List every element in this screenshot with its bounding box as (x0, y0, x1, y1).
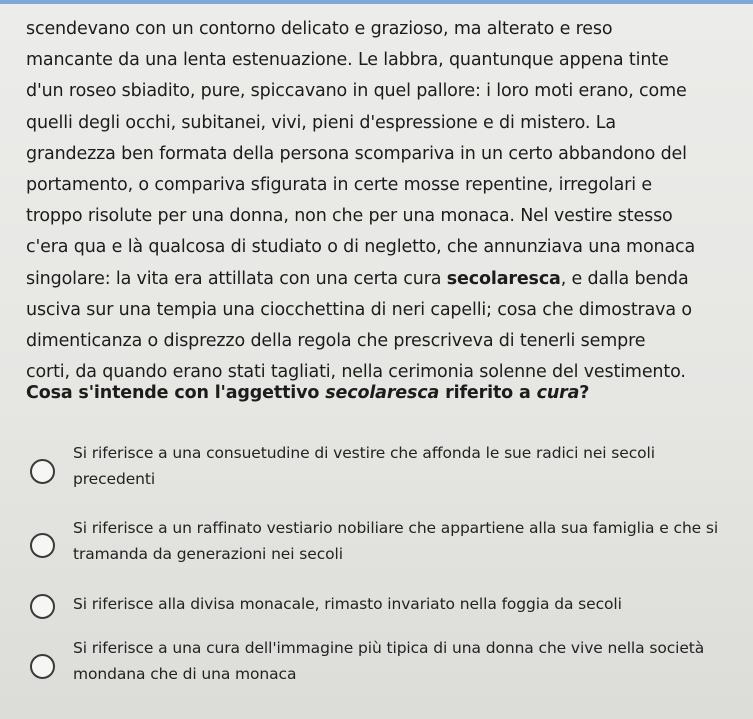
top-accent-bar (0, 0, 753, 4)
answer-option-b[interactable] (30, 516, 745, 568)
answer-line: precedenti (73, 469, 156, 488)
passage-line: scendevano con un contorno delicato e grazioso, ma alterato e reso (26, 19, 613, 39)
passage-line: corti, da quando erano stati tagliati, nella cerimonia solenne del vestimento. (26, 362, 686, 383)
answer-line: mondana che di una monaca (73, 664, 297, 683)
passage-text: singolare: la vita era attillata con una certa cura (26, 268, 447, 289)
question-prefix: Cosa s'intende con l'aggettivo (26, 383, 326, 403)
radio-button-a[interactable] (30, 459, 55, 484)
answer-option-text (73, 516, 745, 567)
answer-option-a[interactable] (30, 441, 745, 493)
passage-line: dimenticanza o disprezzo della regola che prescriveva di tenerli sempre (26, 331, 646, 352)
radio-button-b[interactable] (30, 533, 55, 558)
passage-line: d'un roseo sbiadito, pure, spiccavano in quel pallore: i loro moti erano, come (26, 81, 687, 102)
answer-line: Si riferisce a una consuetudine di vestire che affonda le sue radici nei secoli (73, 444, 655, 462)
question-term: cura (536, 383, 580, 403)
passage-line: portamento, o compariva sfigurata in certe mosse repentine, irregolari e (26, 175, 652, 196)
passage-line: troppo risolute per una donna, non che per una monaca. Nel vestire stesso (26, 206, 673, 227)
answer-line: tramanda da generazioni nei secoli (73, 544, 343, 563)
passage-line: quelli degli occhi, subitanei, vivi, pieni d'espressione e di mistero. La (26, 112, 616, 133)
question-middle: riferito a (439, 383, 537, 403)
passage-line: grandezza ben formata della persona scompariva in un certo abbandono del (26, 143, 687, 164)
answer-option-d[interactable] (30, 636, 745, 688)
answer-option-text (73, 592, 745, 618)
radio-button-d[interactable] (30, 654, 55, 679)
answer-line: Si riferisce a un raffinato vestiario nobiliare che appartiene alla sua famiglia e che si (73, 519, 719, 537)
answer-line: Si riferisce a una cura dell'immagine più tipica di una donna che vive nella società (73, 639, 705, 657)
passage-text: , e dalla benda (560, 268, 689, 289)
passage-line (26, 264, 751, 295)
question-suffix: ? (579, 383, 590, 403)
passage-line: usciva sur una tempia una ciocchettina di neri capelli; cosa che dimostrava o (26, 299, 692, 320)
passage-line: c'era qua e là qualcosa di studiato o di negletto, che annunziava una monaca (26, 237, 696, 258)
answer-option-text (73, 636, 745, 687)
question-text (26, 383, 589, 403)
passage-line: mancante da una lenta estenuazione. Le labbra, quantunque appena tinte (26, 50, 669, 71)
question-term: secolaresca (325, 383, 440, 403)
reading-passage (26, 14, 751, 388)
answer-line: Si riferisce alla divisa monacale, rimasto invariato nella foggia da secoli (73, 595, 622, 613)
radio-button-c[interactable] (30, 594, 55, 619)
answer-option-text (73, 441, 745, 492)
answer-option-c[interactable] (30, 592, 745, 620)
highlighted-term: secolaresca (446, 268, 561, 289)
